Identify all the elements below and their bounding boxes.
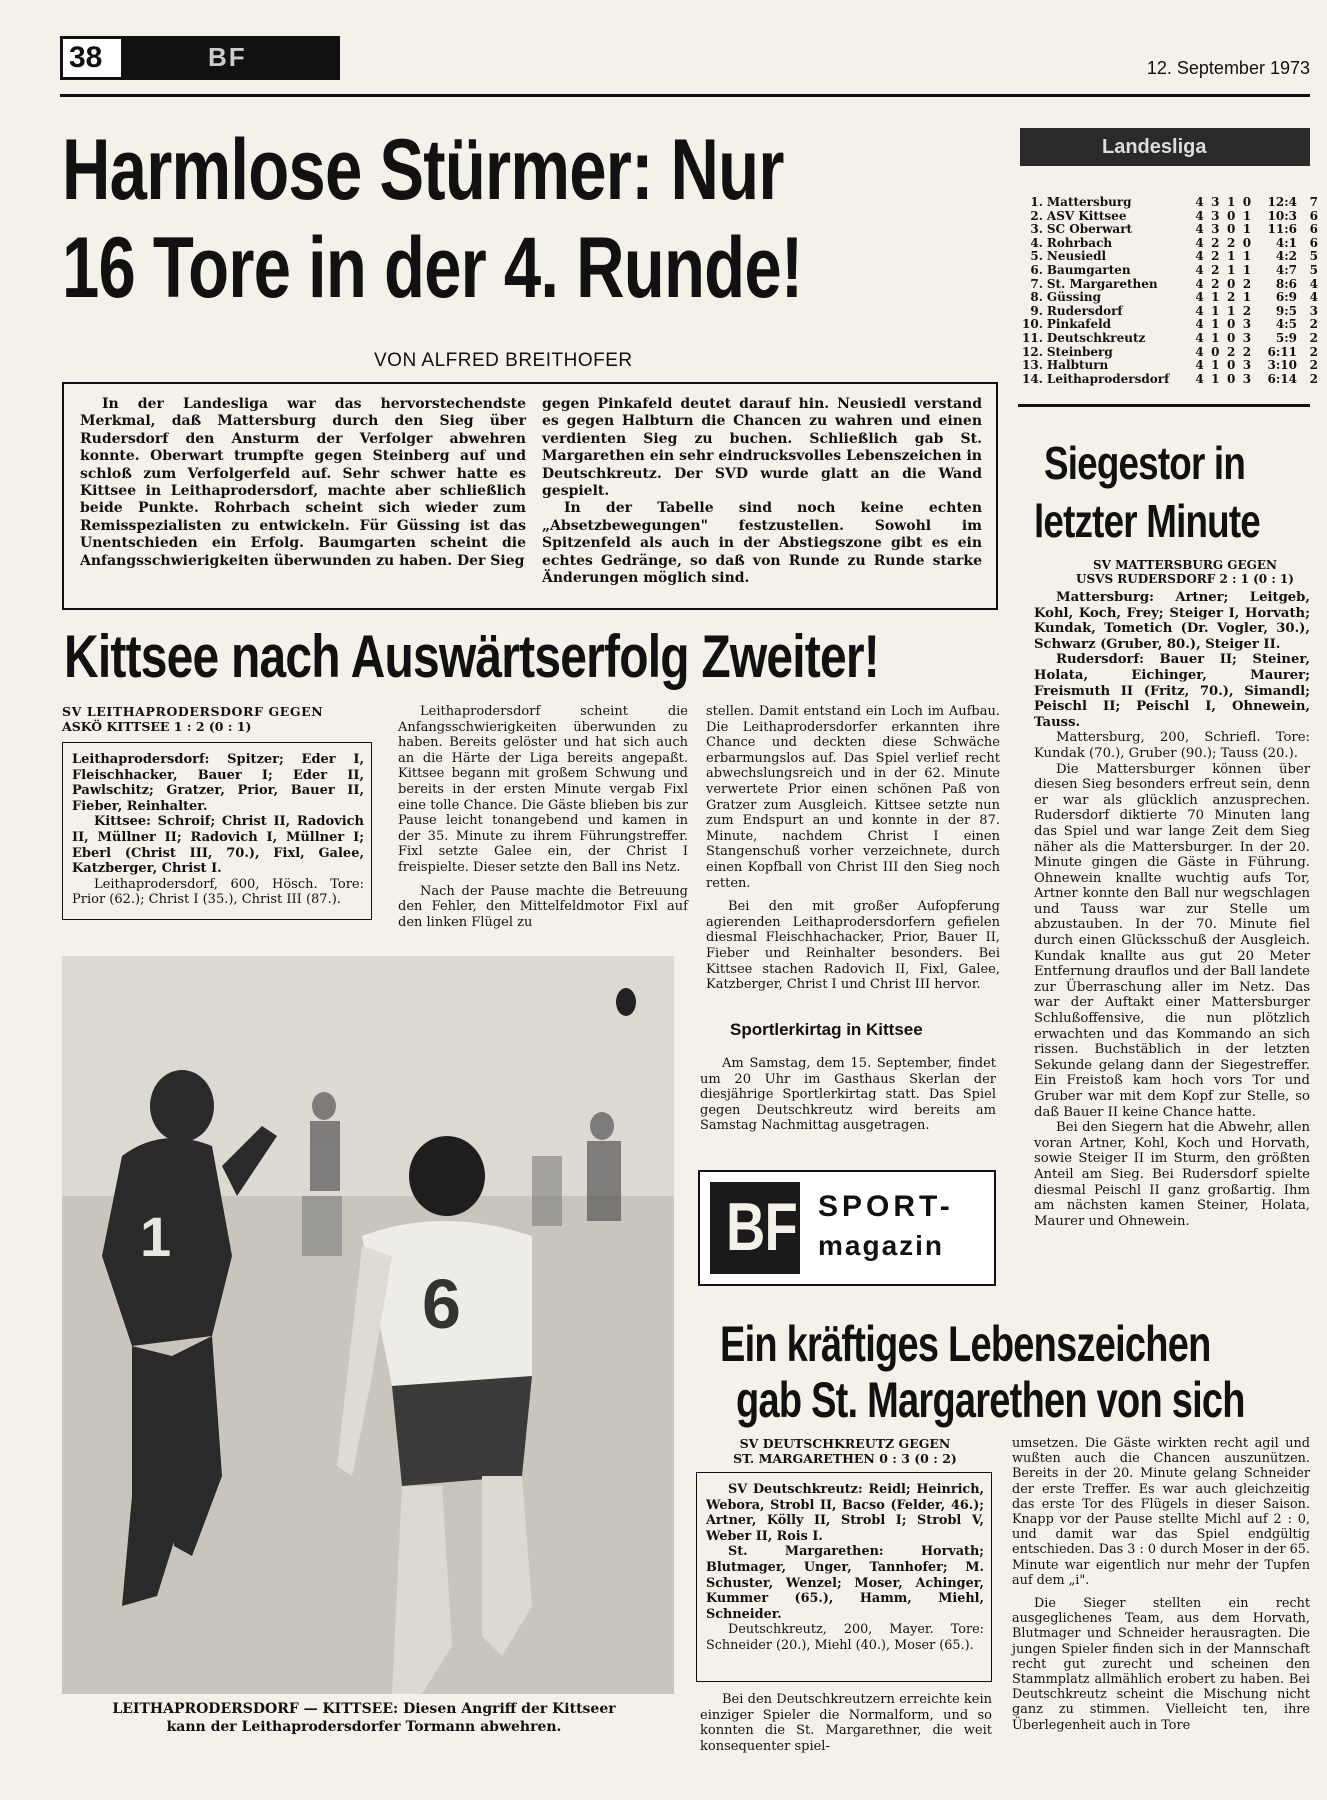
standings-cell-l: 3 (1242, 371, 1252, 386)
margarethen-headline-line1: Ein kräftiges Lebenszeichen (720, 1316, 1211, 1372)
standings-row (1020, 305, 1320, 319)
standings-cell-g: 4 (1195, 222, 1204, 237)
standings-row (1020, 223, 1320, 237)
kittsee-col2-p2: Nach der Pause machte die Betreuung den Fehler, den Mittelfeldmotor Fixl auf den linken Flügel zu (398, 883, 688, 930)
mattersburg-headline-line1: Siegestor in (1044, 437, 1246, 489)
issue-date: 12. September 1973 (1146, 58, 1310, 78)
byline: VON ALFRED BREITHOFER (374, 350, 633, 371)
standings-cell-team: Neusiedl (1046, 249, 1107, 264)
standings-cell-pts: 2 (1309, 344, 1318, 359)
page-number: 38 (69, 41, 103, 74)
standings-table (1020, 196, 1320, 386)
standings-cell-pts: 2 (1309, 317, 1318, 332)
logo-magazin: magazin (818, 1230, 945, 1261)
standings-cell-rank: 13. (1022, 358, 1043, 373)
standings-row (1020, 210, 1320, 224)
kittsee-col2 (398, 704, 688, 930)
standings-cell-d: 0 (1226, 276, 1236, 291)
logo-bf: BF (726, 1189, 797, 1265)
standings-cell-goals: 6:14 (1267, 371, 1297, 386)
standings-row (1020, 278, 1320, 292)
standings-cell-l: 1 (1242, 290, 1252, 305)
standings-title: Landesliga (1102, 136, 1207, 158)
standings-cell-goals: 6:11 (1267, 344, 1297, 359)
standings-cell-d: 2 (1226, 235, 1236, 250)
standings-cell-team: Steinberg (1046, 344, 1113, 359)
standings-cell-w: 1 (1211, 303, 1220, 318)
standings-cell-g: 4 (1195, 249, 1204, 264)
photo-caption (54, 1700, 674, 1736)
standings-cell-w: 2 (1211, 235, 1220, 250)
standings-cell-rank: 2. (1030, 208, 1043, 223)
standings-cell-l: 3 (1242, 330, 1252, 345)
standings-row (1020, 196, 1320, 210)
standings-cell-l: 0 (1242, 195, 1252, 209)
kittsee-col3-p2: Bei den mit großer Aufopferung agierenden Leithaprodersdorfern gefielen diesmal Fleischhachacker, Prior, Bauer II, Fieber und Reinhalter besonders. Bei Kittsee stachen Radovich II, Fixl, Galee, Katzberger, Christ I und Christ III hervor. (706, 899, 1000, 993)
kittsee-col3-p1: stellen. Damit entstand ein Loch im Aufbau. Die Leithaprodersdorfer erkannten ihre Chance und deckten diese Schwäche erbarmungslos auf. Das Spiel verlief recht abwechslungsreich und in der 62. Minute verwertete Prior einen schönen Paß von Gratzer zum Ausgleich. Kittsee setzte nun zum Endspurt an und konnte in der 87. Minute, nachdem Christ I einen Stangenschuß vorher verzeichnete, durch einen Kopfball von Christ III den Sieg noch retten. (706, 704, 1000, 891)
mattersburg-lineup1: Mattersburg: Artner; Leitgeb, Kohl, Koch, Frey; Steiger I, Horvath; Kundak, Tometich (Dr. Vogler, 30.), Schwarz (Gruber, 80.), Steiger II. (1034, 590, 1310, 652)
standings-cell-g: 4 (1195, 276, 1204, 291)
standings-cell-pts: 3 (1309, 303, 1318, 318)
standings-cell-w: 1 (1211, 330, 1220, 345)
standings-table-wrap (1020, 196, 1320, 386)
standings-row (1020, 250, 1320, 264)
standings-row (1020, 237, 1320, 251)
standings-cell-g: 4 (1195, 235, 1204, 250)
kittsee-lineup (72, 752, 364, 908)
standings-cell-goals: 11:6 (1267, 222, 1297, 237)
mattersburg-headline-line2: letzter Minute (1034, 495, 1260, 547)
standings-row (1020, 264, 1320, 278)
standings-cell-w: 3 (1211, 208, 1220, 223)
margarethen-match (700, 1436, 990, 1466)
match-photo (62, 956, 674, 1694)
standings-cell-rank: 11. (1022, 330, 1043, 345)
kittsee-lineup-p3: Leithaprodersdorf, 600, Hösch. Tore: Prior (62.); Christ I (35.), Christ III (87.). (72, 876, 364, 908)
standings-cell-goals: 4:2 (1275, 249, 1297, 264)
standings-cell-team: Pinkafeld (1046, 317, 1112, 332)
standings-cell-team: St. Margarethen (1046, 276, 1158, 291)
standings-cell-d: 2 (1226, 290, 1236, 305)
standings-cell-team: Rudersdorf (1046, 303, 1123, 318)
logo-bf-block (710, 1182, 800, 1274)
standings-cell-w: 1 (1211, 371, 1220, 386)
standings-cell-d: 0 (1226, 330, 1236, 345)
standings-cell-g: 4 (1195, 195, 1204, 209)
standings-cell-d: 0 (1226, 317, 1236, 332)
standings-cell-l: 3 (1242, 358, 1252, 373)
standings-cell-rank: 14. (1022, 371, 1043, 386)
mattersburg-p3: Mattersburg, 200, Schriefl. Tore: Kundak (70.), Gruber (90.); Tauss (20.). (1034, 730, 1310, 761)
standings-cell-pts: 4 (1309, 290, 1318, 305)
page-header (60, 36, 1310, 86)
mattersburg-p4: Die Mattersburger können über diesen Sieg besonders erfreut sein, denn er war als glücklich anzusprechen. Rudersdorf diktierte 70 Minuten lang das Spiel und war lange Zeit dem Sieg näher als die Mattersburger. In der 20. Minute gingen die Gäste in Führung. Ohnewein knallte wuchtig aufs Tor, Artner konnte den Ball nur wegschlagen und Tauss war zur Stelle um abzustauben. In der 70. Minute fiel durch einen Glücksschuß der Ausgleich. Kundak knallte aus gut 20 Meter Entfernung drauflos und der Ball landete zur Überraschung aller im Netz. Das war der Auftakt einer Mattersburger Schlußoffensive, die nun plötzlich erwachten und das Kommando an sich rissen. Buchstäblich in der letzten Sekunde gelang dann der Siegestreffer. Ein Freistoß kam hoch vors Tor und Gruber war mit dem Kopf zur Stelle, so daß Bauer II keine Chance hatte. (1034, 761, 1310, 1120)
standings-cell-pts: 4 (1309, 276, 1318, 291)
margarethen-lineup-p1: SV Deutschkreutz: Reidl; Heinrich, Webora, Strobl II, Bacso (Felder, 46.); Artner, Kölly II, Strobl I; Strobl V, Weber II, Rois I. (706, 1482, 984, 1544)
margarethen-col1 (700, 1692, 992, 1754)
kittsee-match (62, 704, 378, 734)
page-number-box (60, 36, 124, 80)
standings-cell-goals: 8:6 (1275, 276, 1297, 291)
standings-cell-l: 1 (1242, 208, 1252, 223)
standings-cell-rank: 10. (1022, 317, 1043, 332)
standings-cell-team: Mattersburg (1046, 195, 1132, 209)
margarethen-col2-p1: umsetzen. Die Gäste wirkten recht agil und wußten auch die Chancen auszunützen. Bereits in der 20. Minute gelang Schneider der erste Treffer. Es war auch gleichzeitig das erste Tor des Flügels in dieser Saison. Knapp vor der Pause stellte Michl auf 2 : 0, und damit war das Spiel endgültig entschieden. Das 3 : 0 durch Moser in der 65. Minute war eigentlich nur mehr der Tupfen auf dem „i". (1012, 1436, 1310, 1588)
standings-cell-d: 0 (1226, 358, 1236, 373)
standings-cell-goals: 6:9 (1275, 290, 1297, 305)
standings-cell-g: 4 (1195, 303, 1204, 318)
standings-cell-rank: 3. (1030, 222, 1043, 237)
lead-right (542, 396, 982, 587)
standings-cell-l: 2 (1242, 276, 1252, 291)
standings-cell-pts: 2 (1309, 371, 1318, 386)
standings-row (1020, 359, 1320, 373)
standings-cell-l: 0 (1242, 235, 1252, 250)
margarethen-lineup (706, 1482, 984, 1654)
standings-cell-l: 2 (1242, 344, 1252, 359)
margarethen-match-line2: ST. MARGARETHEN 0 : 3 (0 : 2) (733, 1451, 957, 1466)
mattersburg-match (1060, 558, 1310, 586)
main-headline-line1: Harmlose Stürmer: Nur (62, 122, 784, 218)
standings-cell-w: 2 (1211, 262, 1220, 277)
standings-cell-rank: 12. (1022, 344, 1043, 359)
standings-cell-w: 2 (1211, 276, 1220, 291)
standings-cell-goals: 9:5 (1275, 303, 1297, 318)
standings-cell-d: 1 (1226, 262, 1236, 277)
brand-label: BF (208, 42, 247, 72)
photo-caption-line1: LEITHAPRODERSDORF — KITTSEE: Diesen Angriff der Kittseer (112, 1701, 616, 1717)
kittsee-match-line1: SV LEITHAPRODERSDORF GEGEN (62, 704, 324, 719)
mattersburg-body (1034, 590, 1310, 1229)
standings-cell-g: 4 (1195, 371, 1204, 386)
standings-cell-l: 1 (1242, 249, 1252, 264)
standings-cell-rank: 4. (1030, 235, 1043, 250)
standings-cell-pts: 7 (1309, 195, 1318, 209)
standings-cell-d: 1 (1226, 195, 1236, 209)
mattersburg-p5: Bei den Siegern hat die Abwehr, allen voran Artner, Kohl, Koch und Horvath, sowie Steiger II im Sturm, den größten Anteil am Sieg. Bei Rudersdorf spielte diesmal Peischl II ganz großartig. Ihm am nächsten kamen Steiner, Holata, Maurer und Ohnewein. (1034, 1120, 1310, 1229)
standings-cell-goals: 12:4 (1267, 195, 1297, 209)
mattersburg-match-line1: SV MATTERSBURG GEGEN (1092, 558, 1278, 572)
standings-cell-l: 1 (1242, 222, 1252, 237)
margarethen-col1-p1: Bei den Deutschkreutzern erreichte kein einziger Spieler die Normalform, und so konnten die St. Margarethner, die weit konsequenter spiel- (700, 1692, 992, 1754)
mattersburg-lineup2: Rudersdorf: Bauer II; Steiner, Holata, Eichinger, Maurer; Freismuth II (Fritz, 70.), Simandl; Peischl II; Peischl I, Ohnewein, Tauss. (1034, 652, 1310, 730)
lead-right-p1: gegen Pinkafeld deutet darauf hin. Neusiedl verstand es gegen Halbturn die Chancen zu wahren und einen verdienten Sieg zu buchen. Schließlich gab St. Margarethen ein sehr eindrucksvolles Lebenszeichen in Deutschkreutz. Der SVD wurde glatt an die Wand gespielt. (542, 396, 982, 500)
standings-cell-d: 0 (1226, 208, 1236, 223)
kittsee-lineup-p1: Leithaprodersdorf: Spitzer; Eder I, Fleischhacker, Bauer I; Eder II, Pawlschitz; Gratzer, Prior, Bauer II, Fieber, Reinhalter. (72, 752, 364, 814)
standings-cell-goals: 10:3 (1267, 208, 1297, 223)
standings-cell-rank: 9. (1030, 303, 1043, 318)
margarethen-lineup-p2: St. Margarethen: Horvath; Blutmager, Unger, Tannhofer; M. Schuster, Wenzel; Moser, Achinger, Kummer (65.), Hamm, Miehl, Schneider. (706, 1544, 984, 1622)
standings-cell-l: 2 (1242, 303, 1252, 318)
standings-cell-team: ASV Kittsee (1046, 208, 1127, 223)
standings-cell-team: Güssing (1046, 290, 1102, 305)
standings-cell-g: 4 (1195, 208, 1204, 223)
logo-sport: SPORT- (818, 1190, 954, 1223)
standings-cell-l: 1 (1242, 262, 1252, 277)
kittsee-lineup-p2: Kittsee: Schroif; Christ II, Radovich II, Müllner II; Radovich I, Müllner I; Eberl (Christ III, 70.), Fixl, Galee, Katzberger, Christ I. (72, 814, 364, 877)
sportlerkirtag-body (700, 1056, 996, 1134)
margarethen-col2-p2: Die Sieger stellten ein recht ausgeglichenes Team, aus dem Horvath, Blutmager und Schneider herausragten. Die jungen Spieler finden sich in der Mannschaft recht gut zurecht und scheinen den Stammplatz allmählich erobert zu haben. Bei Deutschkreutz scheint die Mischung nicht ganz zu stimmen. Vielleicht ten, ihre Überlegenheit auch in Tore (1012, 1596, 1310, 1733)
standings-row (1020, 332, 1320, 346)
standings-cell-w: 2 (1211, 249, 1220, 264)
standings-cell-pts: 5 (1309, 249, 1318, 264)
standings-cell-w: 3 (1211, 222, 1220, 237)
standings-cell-team: Rohrbach (1046, 235, 1113, 250)
standings-cell-team: Leithaprodersdorf (1046, 371, 1170, 386)
standings-row (1020, 318, 1320, 332)
standings-cell-g: 4 (1195, 290, 1204, 305)
margarethen-col2 (1012, 1436, 1310, 1733)
standings-cell-pts: 6 (1309, 222, 1318, 237)
standings-cell-d: 1 (1226, 303, 1236, 318)
standings-cell-rank: 8. (1030, 290, 1043, 305)
lead-left-text: In der Landesliga war das hervorstechendste Merkmal, daß Mattersburg durch den Sieg über Rudersdorf den Ansturm der Verfolger abwehren konnte. Oberwart trumpfte gegen Steinberg auf und schloß zum Verfolgerfeld auf. Sehr schwer hatte es Kittsee in Leithaprodersdorf, machte aber schließlich beide Punkte. Rohrbach scheint sich wieder zum Remisspezialisten zu entwickeln. Für Güssing ist das Unentschieden ein Erfolg. Baumgarten scheint die Anfangsschwierigkeiten überwunden zu haben. Der Sieg (80, 396, 526, 569)
standings-cell-goals: 3:10 (1267, 358, 1297, 373)
standings-cell-goals: 4:7 (1275, 262, 1297, 277)
header-rule (60, 94, 1310, 97)
lead-right-p2: In der Tabelle sind noch keine echten „Absetzbewegungen" festzustellen. Sowohl im Spitzenfeld als auch in der Abstiegszone gibt es ein echtes Gedränge, so daß von Runde zu Runde starke Änderungen möglich sind. (542, 500, 982, 587)
margarethen-headline-line2: gab St. Margarethen von sich (736, 1372, 1245, 1428)
standings-cell-rank: 6. (1030, 262, 1043, 277)
standings-cell-g: 4 (1195, 317, 1204, 332)
photo-caption-line2: kann der Leithaprodersdorfer Tormann abwehren. (166, 1719, 562, 1735)
sportlerkirtag-title: Sportlerkirtag in Kittsee (730, 1020, 923, 1039)
standings-cell-rank: 1. (1030, 195, 1043, 209)
kittsee-col3 (706, 704, 1000, 993)
main-headline-line2: 16 Tore in der 4. Runde! (62, 220, 803, 316)
standings-cell-d: 0 (1226, 222, 1236, 237)
standings-cell-team: Deutschkreutz (1046, 330, 1146, 345)
sportmagazin-logo (698, 1170, 996, 1286)
standings-cell-g: 4 (1195, 358, 1204, 373)
standings-row (1020, 346, 1320, 360)
standings-cell-w: 3 (1211, 195, 1220, 209)
match-photo-illustration (62, 956, 674, 1694)
standings-cell-d: 0 (1226, 371, 1236, 386)
goalkeeper-jersey: 1 (140, 1205, 172, 1268)
standings-cell-team: Halbturn (1046, 358, 1109, 373)
standings-cell-d: 2 (1226, 344, 1236, 359)
standings-cell-pts: 6 (1309, 235, 1318, 250)
standings-rule (1018, 404, 1310, 407)
standings-cell-w: 1 (1211, 317, 1220, 332)
standings-cell-rank: 7. (1030, 276, 1043, 291)
standings-cell-team: SC Oberwart (1046, 222, 1133, 237)
margarethen-lineup-p3: Deutschkreutz, 200, Mayer. Tore: Schneider (20.), Miehl (40.), Moser (65.). (706, 1622, 984, 1653)
standings-cell-pts: 6 (1309, 208, 1318, 223)
standings-cell-d: 1 (1226, 249, 1236, 264)
lead-left (80, 396, 526, 570)
standings-row (1020, 291, 1320, 305)
fieldplayer-jersey: 6 (422, 1265, 461, 1343)
standings-cell-goals: 5:9 (1275, 330, 1297, 345)
standings-cell-g: 4 (1195, 262, 1204, 277)
standings-title-bar (1020, 128, 1310, 166)
kittsee-col2-p1: Leithaprodersdorf scheint die Anfangsschwierigkeiten überwunden zu haben. Bereits gelöster und hat sich auch an die Härte der Liga bereits angepaßt. Kittsee begann mit großem Schwung und bereits in der ersten Minute vergab Fixl eine tolle Chance. Die Gäste blieben bis zur Pause leicht tonangebend und kamen in der 35. Minute zu ihrem Führungstreffer. Fixl setzte Galee ein, der Christ I freispielte. Dieser setzte den Ball ins Netz. (398, 704, 688, 875)
margarethen-match-line1: SV DEUTSCHKREUTZ GEGEN (739, 1436, 951, 1451)
kittsee-match-line2: ASKÖ KITTSEE 1 : 2 (0 : 1) (62, 719, 252, 734)
standings-row (1020, 373, 1320, 387)
standings-cell-g: 4 (1195, 344, 1204, 359)
mattersburg-match-line2: USVS RUDERSDORF 2 : 1 (0 : 1) (1076, 572, 1294, 586)
standings-cell-goals: 4:1 (1275, 235, 1297, 250)
standings-cell-w: 0 (1211, 344, 1220, 359)
standings-cell-w: 1 (1211, 290, 1220, 305)
standings-cell-pts: 5 (1309, 262, 1318, 277)
standings-cell-rank: 5. (1030, 249, 1043, 264)
standings-cell-pts: 2 (1309, 330, 1318, 345)
brand-bar (124, 36, 340, 80)
standings-cell-team: Baumgarten (1046, 262, 1131, 277)
kittsee-headline: Kittsee nach Auswärtserfolg Zweiter! (64, 623, 879, 690)
standings-cell-l: 3 (1242, 317, 1252, 332)
standings-cell-pts: 2 (1309, 358, 1318, 373)
standings-cell-w: 1 (1211, 358, 1220, 373)
sportlerkirtag-text: Am Samstag, dem 15. September, findet um 20 Uhr im Gasthaus Skerlan der diesjährige Sportlerkirtag statt. Das Spiel gegen Deutschkreutz wird bereits am Samstag Nachmittag ausgetragen. (700, 1056, 996, 1134)
standings-cell-goals: 4:5 (1275, 317, 1297, 332)
standings-cell-g: 4 (1195, 330, 1204, 345)
